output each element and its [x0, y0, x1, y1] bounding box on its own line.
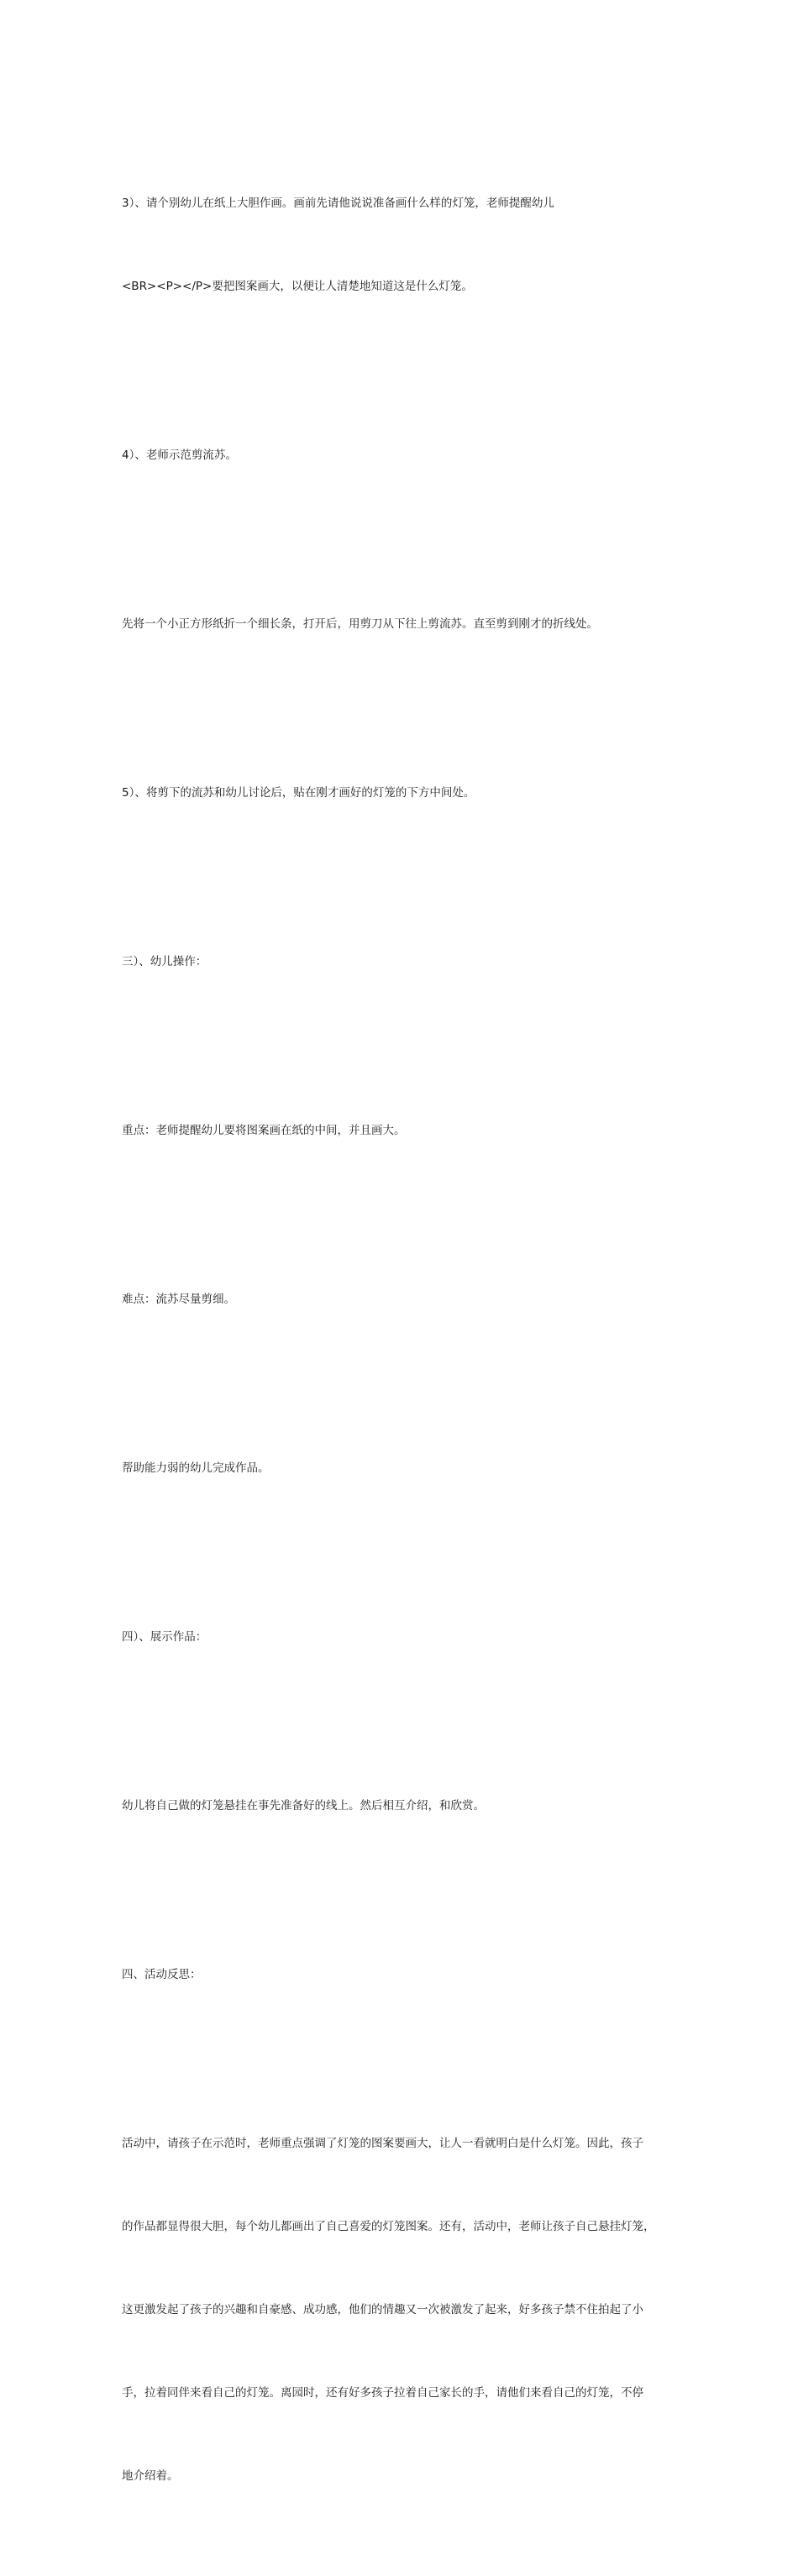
paragraph-display-works: [122, 1737, 685, 1876]
paragraph-step-4: [122, 386, 685, 525]
text-line: <BR><P></P>要把图案画大，以便让人清楚地知道这是什么灯笼。: [122, 280, 473, 293]
text-line: 活动中，请孩子在示范时，老师重点强调了灯笼的图案要画大，让人一看就明白是什么灯笼。因此，孩子: [122, 2137, 643, 2150]
text-line: 手，拉着同伴来看自己的灯笼。离园时，还有好多孩子拉着自己家长的手，请他们来看自己的灯笼，不停: [122, 2386, 643, 2400]
text-line: 3）、请个别幼儿在纸上大胆作画。画前先请他说说准备画什么样的灯笼，老师提醒幼儿: [122, 197, 554, 210]
text-line: 重点：老师提醒幼儿要将图案画在纸的中间，并且画大。: [122, 1124, 406, 1137]
section-heading-child-operation: [122, 893, 685, 1031]
paragraph-reflection: [122, 2075, 685, 2546]
text-line: 难点：流苏尽量剪细。: [122, 1293, 235, 1306]
section-heading-display: [122, 1568, 685, 1707]
text-line: 5）、将剪下的流苏和幼儿讨论后，贴在刚才画好的灯笼的下方中间处。: [122, 786, 475, 800]
paragraph-difficulty: [122, 1230, 685, 1369]
text-line: 地介绍着。: [122, 2469, 179, 2483]
section-heading-reflection: [122, 1906, 685, 2044]
text-line: 四）、展示作品：: [122, 1630, 207, 1644]
text-line: 先将一个小正方形纸折一个细长条，打开后，用剪刀从下往上剪流苏。直至剪到刚才的折线处。: [122, 617, 598, 631]
paragraph-tassel-instructions: [122, 555, 685, 694]
text-line: 四、活动反思：: [122, 1968, 202, 1981]
paragraph-step-5: [122, 724, 685, 863]
text-line: 幼儿将自己做的灯笼悬挂在事先准备好的线上。然后相互介绍，和欣赏。: [122, 1799, 485, 1813]
text-line: 三）、幼儿操作：: [122, 955, 207, 968]
text-line: 的作品都显得很大胆，每个幼儿都画出了自己喜爱的灯笼图案。还有，活动中，老师让孩子自己悬挂灯笼，: [122, 2220, 655, 2233]
text-line: 帮助能力弱的幼儿完成作品。: [122, 1461, 270, 1475]
text-line: 这更激发起了孩子的兴趣和自豪感、成功感，他们的情趣又一次被激发了起来，好多孩子禁不住拍起了小: [122, 2303, 643, 2316]
paragraph-help: [122, 1399, 685, 1538]
document-body: [122, 134, 685, 2576]
paragraph-key-point: [122, 1062, 685, 1200]
text-line: 4）、老师示范剪流苏。: [122, 449, 237, 462]
paragraph-step-3: [122, 134, 685, 356]
